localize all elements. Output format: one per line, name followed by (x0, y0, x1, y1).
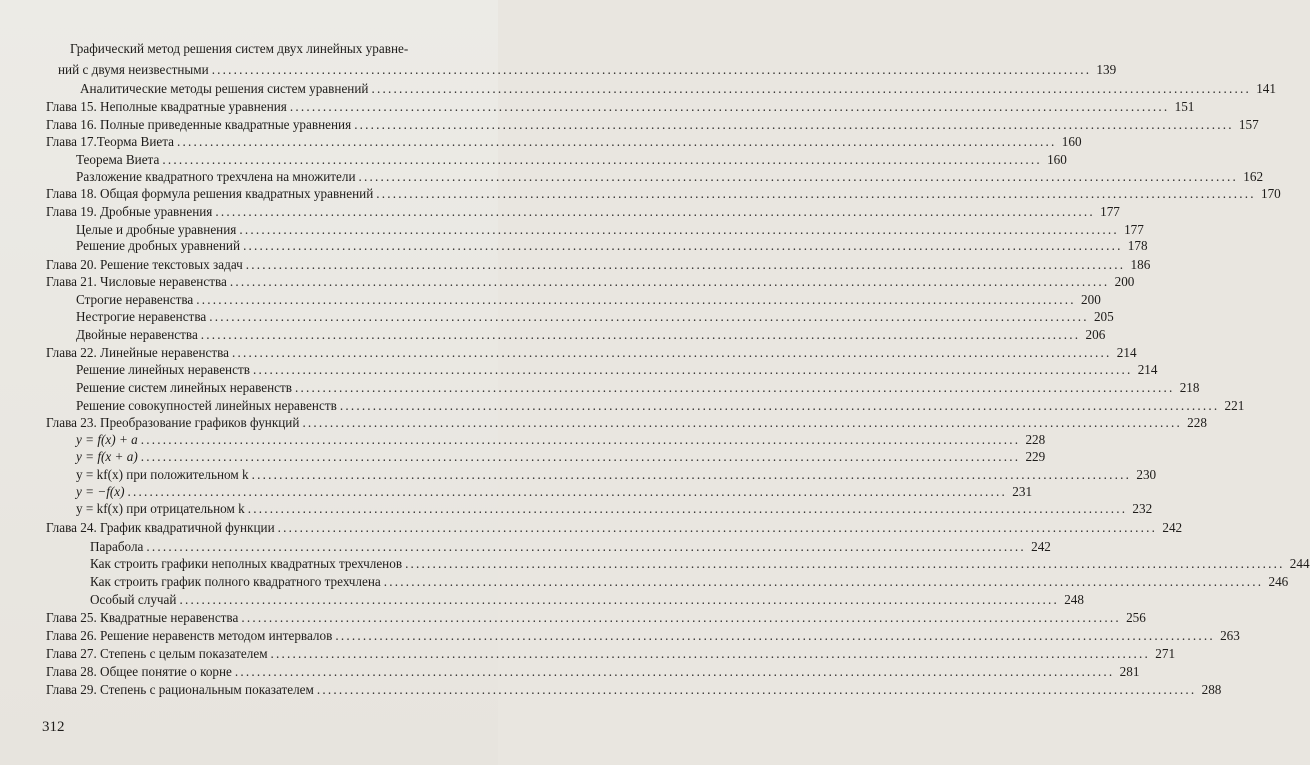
dot-leader: ................................................................................................................................................................ (383, 574, 1264, 589)
dot-leader: ................................................................................................................................................................ (140, 432, 1021, 447)
toc-entry (76, 238, 1148, 254)
toc-entry-title: y = −f(x) (76, 484, 125, 499)
dot-leader: ................................................................................................................................................................ (209, 309, 1089, 324)
toc-entry-title: Глава 22. Линейные неравенства (46, 345, 230, 360)
toc-entry-title: Глава 23. Преобразование графиков функций (46, 415, 300, 430)
toc-entry-title: Двойные неравенства (76, 327, 198, 342)
toc-entry-title: Глава 27. Степень с целым показателем (46, 646, 268, 661)
toc-entry (76, 292, 1101, 308)
toc-entry (46, 257, 1151, 273)
toc-entry (46, 204, 1120, 220)
toc-entry-page: 271 (1155, 646, 1176, 661)
toc-entry (70, 41, 456, 57)
toc-entry-page: 242 (1031, 539, 1051, 554)
toc-entry-title: Глава 18. Общая формула решения квадратных уравнений (46, 186, 374, 201)
toc-entry (76, 152, 1067, 168)
toc-entry-page: 242 (1162, 520, 1183, 535)
dot-leader: ................................................................................................................................................................ (277, 520, 1158, 535)
toc-entry-page: 177 (1124, 222, 1144, 237)
dot-leader: ................................................................................................................................................................ (316, 682, 1197, 697)
toc-entry (76, 467, 1157, 483)
toc-entry-page: 214 (1116, 345, 1137, 360)
toc-entry (58, 62, 1117, 78)
toc-entry (46, 415, 1207, 431)
toc-entry (46, 520, 1183, 536)
toc-entry-page: 178 (1127, 238, 1148, 253)
dot-leader: ................................................................................................................................................................ (294, 380, 1175, 395)
toc-entry (46, 682, 1222, 698)
toc-entry-title: Глава 20. Решение текстовых задач (46, 257, 243, 272)
toc-entry-page: 186 (1130, 257, 1151, 272)
dot-leader: ................................................................................................................................................................ (215, 204, 1095, 219)
dot-leader: ................................................................................................................................................................ (146, 539, 1026, 554)
toc-entry-title: Парабола (90, 539, 144, 554)
dot-leader: ................................................................................................................................................................ (234, 664, 1115, 679)
toc-entry-page: 205 (1093, 309, 1114, 324)
dot-leader: ................................................................................................................................................................ (229, 274, 1110, 289)
toc-entry (46, 628, 1240, 644)
toc-entry-page: 206 (1085, 327, 1106, 342)
toc-entry-page: 160 (1047, 152, 1067, 167)
dot-leader: ................................................................................................................................................................ (247, 501, 1128, 516)
toc-entry-title: Теорема Виета (76, 152, 160, 167)
toc-entry-title: Глава 24. График квадратичной функции (46, 520, 275, 535)
toc-entry-title: y = f(x) + a (76, 432, 138, 447)
toc-entry-page: 151 (1174, 99, 1195, 114)
toc-entry-title: Решение совокупностей линейных неравенств (76, 398, 337, 413)
toc-entry-title: Особый случай (90, 592, 177, 607)
dot-leader: ................................................................................................................................................................ (239, 222, 1119, 237)
dot-leader: ................................................................................................................................................................ (241, 610, 1121, 625)
toc-entry-title: Аналитические методы решения систем уравнений (80, 81, 369, 96)
toc-entry (46, 274, 1135, 290)
dot-leader: ................................................................................................................................................................ (162, 152, 1042, 167)
toc-entry (90, 574, 1289, 590)
toc-entry (46, 99, 1195, 115)
toc-entry (76, 432, 1046, 448)
toc-entry (90, 556, 1310, 572)
toc-entry-title: Глава 15. Неполные квадратные уравнения (46, 99, 287, 114)
toc-entry-title: Разложение квадратного трехчлена на множители (76, 169, 356, 184)
toc-entry-page: 160 (1061, 134, 1082, 149)
dot-leader: ................................................................................................................................................................ (179, 592, 1059, 607)
toc-entry-page: 218 (1179, 380, 1200, 395)
toc-entry (80, 81, 1276, 97)
toc-entry (46, 664, 1140, 680)
dot-leader: ................................................................................................................................................................ (270, 646, 1151, 661)
toc-entry-title: Глава 29. Степень с рациональным показателем (46, 682, 314, 697)
toc-entry (76, 501, 1153, 517)
toc-entry-page: 232 (1132, 501, 1153, 516)
toc-entry (76, 449, 1046, 465)
toc-entry (76, 309, 1114, 325)
toc-entry-title: Глава 28. Общее понятие о корне (46, 664, 232, 679)
dot-leader: ................................................................................................................................................................ (354, 117, 1234, 132)
toc-entry-title: y = kf(x) при положительном k (76, 467, 249, 482)
toc-entry-title: Как строить графики неполных квадратных трехчленов (90, 556, 403, 571)
toc-entry-page: 288 (1201, 682, 1222, 697)
toc-entry-page: 214 (1137, 362, 1158, 377)
dot-leader: ................................................................................................................................................................ (335, 628, 1215, 643)
toc-entry-title: Глава 17.Теорма Виета (46, 134, 175, 149)
toc-entry-page: 244 (1289, 556, 1310, 571)
toc-entry (76, 222, 1144, 238)
toc-entry-page: 228 (1025, 432, 1046, 447)
toc-entry-page: 141 (1256, 81, 1276, 96)
toc-entry (76, 362, 1158, 378)
toc-entry-title: Глава 21. Числовые неравенства (46, 274, 227, 289)
toc-entry-title: Решение дробных уравнений (76, 238, 241, 253)
dot-leader: ................................................................................................................................................................ (405, 556, 1285, 571)
dot-leader: ................................................................................................................................................................ (245, 257, 1126, 272)
toc-entry (76, 327, 1106, 343)
dot-leader: ................................................................................................................................................................ (200, 327, 1081, 342)
toc-entry-title: Строгие неравенства (76, 292, 194, 307)
dot-leader: ................................................................................................................................................................ (358, 169, 1239, 184)
toc-entry (76, 398, 1245, 414)
dot-leader: ................................................................................................................................................................ (140, 449, 1021, 464)
toc-entry-page: 231 (1012, 484, 1033, 499)
toc-entry-page: 170 (1260, 186, 1281, 201)
toc-entry (46, 646, 1176, 662)
toc-entry-title: y = f(x + a) (76, 449, 138, 464)
toc-entry-page: 200 (1081, 292, 1101, 307)
toc-entry (90, 592, 1084, 608)
toc-entry (46, 117, 1259, 133)
dot-leader: ................................................................................................................................................................ (177, 134, 1057, 149)
toc-entry (76, 380, 1200, 396)
toc-entry (76, 169, 1264, 185)
toc-entry-title: Решение систем линейных неравенств (76, 380, 292, 395)
toc-entry-page: 221 (1224, 398, 1245, 413)
toc-entry-page: 230 (1136, 467, 1157, 482)
toc-entry-title: Глава 26. Решение неравенств методом интервалов (46, 628, 333, 643)
toc-entry (76, 484, 1033, 500)
dot-leader: ................................................................................................................................................................ (232, 345, 1112, 360)
page-number: 312 (42, 719, 65, 735)
toc-entry-title: Нестрогие неравенства (76, 309, 207, 324)
toc-entry-title: Глава 16. Полные приведенные квадратные уравнения (46, 117, 352, 132)
toc-entry-page: 162 (1243, 169, 1264, 184)
dot-leader: ................................................................................................................................................................ (127, 484, 1008, 499)
dot-leader: ................................................................................................................................................................ (302, 415, 1182, 430)
toc-entry-title: Целые и дробные уравнения (76, 222, 237, 237)
toc-entry-page: 200 (1114, 274, 1135, 289)
toc-entry (46, 610, 1146, 626)
toc-entry-title: Глава 25. Квадратные неравенства (46, 610, 239, 625)
dot-leader: ................................................................................................................................................................ (371, 81, 1251, 96)
toc-entry-title: y = kf(x) при отрицательном k (76, 501, 245, 516)
dot-leader: ................................................................................................................................................................ (251, 467, 1132, 482)
toc-entry-title: Графический метод решения систем двух линейных уравне- (70, 41, 409, 56)
dot-leader: ................................................................................................................................................................ (243, 238, 1123, 253)
dot-leader: ................................................................................................................................................................ (211, 62, 1092, 77)
toc-entry-page: 177 (1100, 204, 1120, 219)
toc-entry (46, 345, 1137, 361)
toc-entry-title: Глава 19. Дробные уравнения (46, 204, 213, 219)
toc-entry-page: 157 (1238, 117, 1259, 132)
toc-entry-title: ний с двумя неизвестными (58, 62, 209, 77)
toc-entry-page: 139 (1096, 62, 1117, 77)
dot-leader: ................................................................................................................................................................ (339, 398, 1220, 413)
toc-entry-title: Решение линейных неравенств (76, 362, 250, 377)
toc-entry-page: 248 (1064, 592, 1084, 607)
dot-leader: ................................................................................................................................................................ (252, 362, 1133, 377)
toc-entry-page: 281 (1119, 664, 1140, 679)
dot-leader: ................................................................................................................................................................ (289, 99, 1170, 114)
toc-entry (90, 539, 1051, 555)
toc-entry-page: 256 (1126, 610, 1146, 625)
dot-leader: ................................................................................................................................................................ (376, 186, 1256, 201)
toc-entry-page: 263 (1220, 628, 1240, 643)
toc-entry-page: 228 (1187, 415, 1207, 430)
toc-entry-page: 246 (1268, 574, 1289, 589)
toc-entry-page: 229 (1025, 449, 1046, 464)
toc-entry (46, 186, 1281, 202)
toc-entry (46, 134, 1082, 150)
toc-entry-title: Как строить график полного квадратного трехчлена (90, 574, 381, 589)
dot-leader: ................................................................................................................................................................ (196, 292, 1076, 307)
